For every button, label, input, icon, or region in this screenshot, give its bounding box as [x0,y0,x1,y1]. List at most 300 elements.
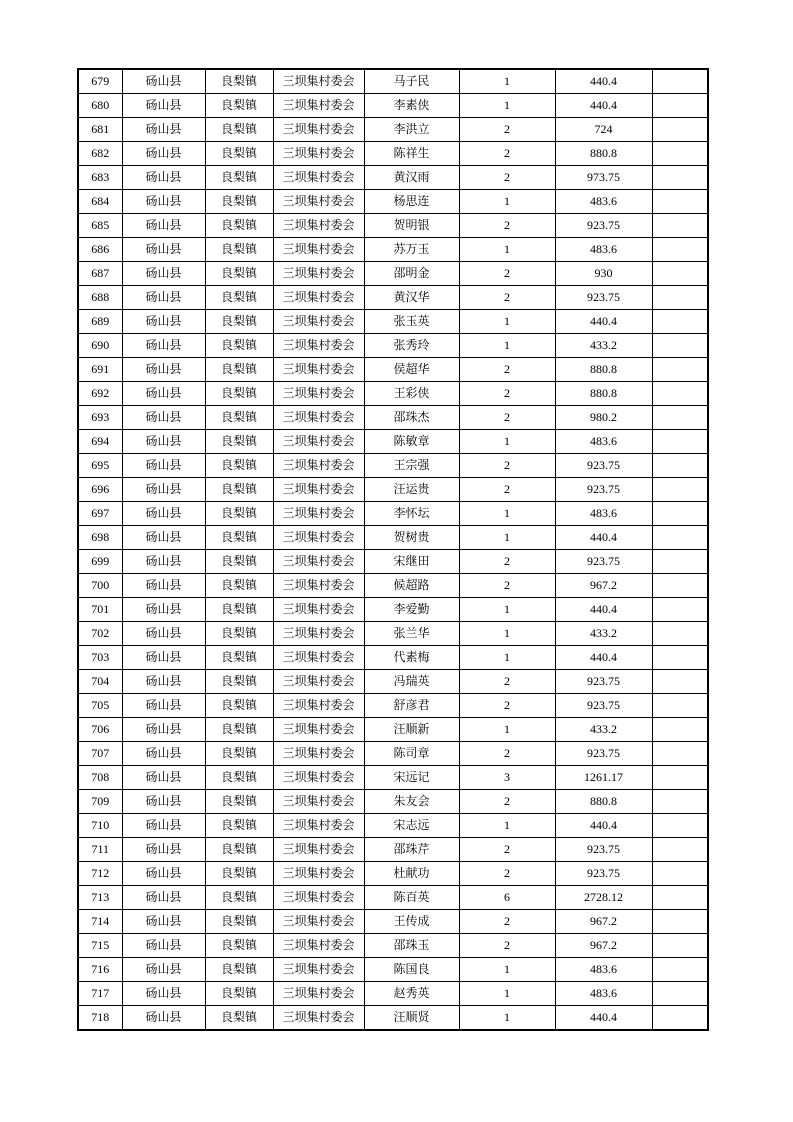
table-row [78,526,708,550]
count-cell: 2 [459,166,555,190]
village-cell: 三坝集村委会 [273,334,364,358]
town-cell: 良梨镇 [205,69,273,94]
amount-cell: 483.6 [555,958,652,982]
village-cell: 三坝集村委会 [273,862,364,886]
note-cell [652,526,708,550]
count-cell: 1 [459,94,555,118]
village-cell: 三坝集村委会 [273,598,364,622]
amount-cell: 724 [555,118,652,142]
count-cell: 1 [459,310,555,334]
count-cell: 2 [459,454,555,478]
seq-cell: 692 [78,382,122,406]
count-cell: 1 [459,238,555,262]
county-cell: 砀山县 [122,286,205,310]
town-cell: 良梨镇 [205,982,273,1006]
town-cell: 良梨镇 [205,742,273,766]
amount-cell: 433.2 [555,334,652,358]
name-cell: 黄汉雨 [364,166,459,190]
note-cell [652,286,708,310]
county-cell: 砀山县 [122,430,205,454]
amount-cell: 923.75 [555,286,652,310]
name-cell: 候超路 [364,574,459,598]
count-cell: 1 [459,69,555,94]
name-cell: 陈百英 [364,886,459,910]
village-cell: 三坝集村委会 [273,550,364,574]
count-cell: 1 [459,190,555,214]
amount-cell: 440.4 [555,69,652,94]
note-cell [652,910,708,934]
table-row [78,910,708,934]
amount-cell: 967.2 [555,934,652,958]
town-cell: 良梨镇 [205,670,273,694]
town-cell: 良梨镇 [205,94,273,118]
amount-cell: 880.8 [555,382,652,406]
county-cell: 砀山县 [122,94,205,118]
amount-cell: 440.4 [555,646,652,670]
amount-cell: 923.75 [555,454,652,478]
name-cell: 苏万玉 [364,238,459,262]
name-cell: 李洪立 [364,118,459,142]
count-cell: 2 [459,790,555,814]
amount-cell: 880.8 [555,358,652,382]
county-cell: 砀山县 [122,310,205,334]
count-cell: 1 [459,526,555,550]
amount-cell: 880.8 [555,790,652,814]
table-row [78,694,708,718]
table-row [78,262,708,286]
note-cell [652,550,708,574]
name-cell: 李怀坛 [364,502,459,526]
name-cell: 王传成 [364,910,459,934]
seq-cell: 683 [78,166,122,190]
village-cell: 三坝集村委会 [273,622,364,646]
village-cell: 三坝集村委会 [273,958,364,982]
note-cell [652,670,708,694]
count-cell: 2 [459,574,555,598]
seq-cell: 712 [78,862,122,886]
village-cell: 三坝集村委会 [273,742,364,766]
name-cell: 贺明银 [364,214,459,238]
table-row [78,958,708,982]
table-row [78,718,708,742]
amount-cell: 967.2 [555,574,652,598]
county-cell: 砀山县 [122,406,205,430]
count-cell: 2 [459,358,555,382]
table-row [78,69,708,94]
county-cell: 砀山县 [122,454,205,478]
seq-cell: 684 [78,190,122,214]
count-cell: 1 [459,598,555,622]
count-cell: 3 [459,766,555,790]
table-row [78,790,708,814]
seq-cell: 713 [78,886,122,910]
name-cell: 马子民 [364,69,459,94]
count-cell: 1 [459,646,555,670]
town-cell: 良梨镇 [205,238,273,262]
village-cell: 三坝集村委会 [273,670,364,694]
town-cell: 良梨镇 [205,286,273,310]
amount-cell: 923.75 [555,742,652,766]
table-row [78,1006,708,1031]
name-cell: 黄汉华 [364,286,459,310]
seq-cell: 715 [78,934,122,958]
county-cell: 砀山县 [122,766,205,790]
seq-cell: 705 [78,694,122,718]
county-cell: 砀山县 [122,142,205,166]
county-cell: 砀山县 [122,934,205,958]
amount-cell: 923.75 [555,694,652,718]
seq-cell: 700 [78,574,122,598]
count-cell: 2 [459,286,555,310]
town-cell: 良梨镇 [205,550,273,574]
seq-cell: 698 [78,526,122,550]
county-cell: 砀山县 [122,478,205,502]
town-cell: 良梨镇 [205,934,273,958]
note-cell [652,406,708,430]
name-cell: 陈祥生 [364,142,459,166]
count-cell: 2 [459,910,555,934]
note-cell [652,238,708,262]
name-cell: 冯瑞英 [364,670,459,694]
county-cell: 砀山县 [122,214,205,238]
seq-cell: 689 [78,310,122,334]
name-cell: 张秀玲 [364,334,459,358]
amount-cell: 923.75 [555,670,652,694]
village-cell: 三坝集村委会 [273,790,364,814]
name-cell: 邵珠杰 [364,406,459,430]
county-cell: 砀山县 [122,598,205,622]
note-cell [652,478,708,502]
table-row [78,454,708,478]
table-row [78,406,708,430]
village-cell: 三坝集村委会 [273,646,364,670]
note-cell [652,814,708,838]
count-cell: 2 [459,478,555,502]
county-cell: 砀山县 [122,358,205,382]
county-cell: 砀山县 [122,862,205,886]
town-cell: 良梨镇 [205,430,273,454]
town-cell: 良梨镇 [205,262,273,286]
name-cell: 朱友会 [364,790,459,814]
note-cell [652,142,708,166]
note-cell [652,934,708,958]
table-row [78,334,708,358]
amount-cell: 1261.17 [555,766,652,790]
seq-cell: 716 [78,958,122,982]
seq-cell: 680 [78,94,122,118]
village-cell: 三坝集村委会 [273,454,364,478]
count-cell: 1 [459,982,555,1006]
count-cell: 2 [459,406,555,430]
amount-cell: 923.75 [555,862,652,886]
count-cell: 2 [459,694,555,718]
village-cell: 三坝集村委会 [273,1006,364,1031]
village-cell: 三坝集村委会 [273,262,364,286]
count-cell: 6 [459,886,555,910]
name-cell: 王彩侠 [364,382,459,406]
seq-cell: 686 [78,238,122,262]
seq-cell: 682 [78,142,122,166]
village-cell: 三坝集村委会 [273,94,364,118]
name-cell: 李素侠 [364,94,459,118]
table-row [78,622,708,646]
name-cell: 张兰华 [364,622,459,646]
seq-cell: 710 [78,814,122,838]
seq-cell: 690 [78,334,122,358]
seq-cell: 699 [78,550,122,574]
name-cell: 李爱勤 [364,598,459,622]
count-cell: 2 [459,142,555,166]
note-cell [652,646,708,670]
table-row [78,190,708,214]
note-cell [652,598,708,622]
seq-cell: 704 [78,670,122,694]
note-cell [652,310,708,334]
note-cell [652,574,708,598]
amount-cell: 2728.12 [555,886,652,910]
count-cell: 2 [459,862,555,886]
county-cell: 砀山县 [122,118,205,142]
village-cell: 三坝集村委会 [273,238,364,262]
seq-cell: 687 [78,262,122,286]
note-cell [652,982,708,1006]
name-cell: 宋远记 [364,766,459,790]
note-cell [652,118,708,142]
note-cell [652,862,708,886]
name-cell: 陈敏章 [364,430,459,454]
count-cell: 2 [459,550,555,574]
village-cell: 三坝集村委会 [273,358,364,382]
note-cell [652,742,708,766]
name-cell: 宋继田 [364,550,459,574]
table-row [78,502,708,526]
village-cell: 三坝集村委会 [273,574,364,598]
count-cell: 2 [459,838,555,862]
county-cell: 砀山县 [122,238,205,262]
count-cell: 2 [459,742,555,766]
count-cell: 2 [459,262,555,286]
town-cell: 良梨镇 [205,1006,273,1031]
table-body [78,69,708,1030]
table-row [78,838,708,862]
village-cell: 三坝集村委会 [273,382,364,406]
seq-cell: 703 [78,646,122,670]
town-cell: 良梨镇 [205,190,273,214]
name-cell: 王宗强 [364,454,459,478]
county-cell: 砀山县 [122,502,205,526]
village-cell: 三坝集村委会 [273,910,364,934]
county-cell: 砀山县 [122,742,205,766]
village-cell: 三坝集村委会 [273,934,364,958]
table-row [78,358,708,382]
county-cell: 砀山县 [122,814,205,838]
count-cell: 1 [459,1006,555,1031]
name-cell: 陈司章 [364,742,459,766]
county-cell: 砀山县 [122,526,205,550]
county-cell: 砀山县 [122,166,205,190]
note-cell [652,790,708,814]
note-cell [652,214,708,238]
amount-cell: 967.2 [555,910,652,934]
seq-cell: 711 [78,838,122,862]
town-cell: 良梨镇 [205,478,273,502]
note-cell [652,190,708,214]
amount-cell: 440.4 [555,814,652,838]
seq-cell: 694 [78,430,122,454]
count-cell: 2 [459,214,555,238]
village-cell: 三坝集村委会 [273,118,364,142]
count-cell: 1 [459,718,555,742]
amount-cell: 483.6 [555,190,652,214]
name-cell: 杨思连 [364,190,459,214]
county-cell: 砀山县 [122,694,205,718]
town-cell: 良梨镇 [205,334,273,358]
note-cell [652,838,708,862]
county-cell: 砀山县 [122,622,205,646]
county-cell: 砀山县 [122,838,205,862]
county-cell: 砀山县 [122,910,205,934]
amount-cell: 440.4 [555,526,652,550]
town-cell: 良梨镇 [205,622,273,646]
amount-cell: 440.4 [555,598,652,622]
seq-cell: 702 [78,622,122,646]
table-row [78,766,708,790]
note-cell [652,454,708,478]
county-cell: 砀山县 [122,958,205,982]
table-row [78,382,708,406]
note-cell [652,262,708,286]
village-cell: 三坝集村委会 [273,766,364,790]
name-cell: 汪运贵 [364,478,459,502]
name-cell: 舒彦君 [364,694,459,718]
table-row [78,310,708,334]
name-cell: 侯超华 [364,358,459,382]
note-cell [652,718,708,742]
note-cell [652,622,708,646]
town-cell: 良梨镇 [205,646,273,670]
table-row [78,166,708,190]
data-table [77,68,709,1031]
village-cell: 三坝集村委会 [273,814,364,838]
county-cell: 砀山县 [122,718,205,742]
note-cell [652,766,708,790]
seq-cell: 679 [78,69,122,94]
amount-cell: 483.6 [555,238,652,262]
county-cell: 砀山县 [122,334,205,358]
village-cell: 三坝集村委会 [273,694,364,718]
name-cell: 陈国良 [364,958,459,982]
town-cell: 良梨镇 [205,406,273,430]
table-row [78,142,708,166]
name-cell: 汪顺新 [364,718,459,742]
name-cell: 杜献功 [364,862,459,886]
note-cell [652,382,708,406]
seq-cell: 701 [78,598,122,622]
town-cell: 良梨镇 [205,718,273,742]
county-cell: 砀山县 [122,646,205,670]
village-cell: 三坝集村委会 [273,286,364,310]
name-cell: 汪顺贤 [364,1006,459,1031]
village-cell: 三坝集村委会 [273,478,364,502]
table-row [78,646,708,670]
note-cell [652,334,708,358]
seq-cell: 708 [78,766,122,790]
table-row [78,886,708,910]
note-cell [652,1006,708,1031]
table-row [78,814,708,838]
table-row [78,286,708,310]
name-cell: 邵珠芹 [364,838,459,862]
village-cell: 三坝集村委会 [273,214,364,238]
town-cell: 良梨镇 [205,886,273,910]
village-cell: 三坝集村委会 [273,430,364,454]
town-cell: 良梨镇 [205,502,273,526]
town-cell: 良梨镇 [205,142,273,166]
seq-cell: 695 [78,454,122,478]
town-cell: 良梨镇 [205,118,273,142]
seq-cell: 706 [78,718,122,742]
note-cell [652,958,708,982]
seq-cell: 685 [78,214,122,238]
village-cell: 三坝集村委会 [273,190,364,214]
town-cell: 良梨镇 [205,694,273,718]
county-cell: 砀山县 [122,982,205,1006]
table-row [78,982,708,1006]
note-cell [652,358,708,382]
seq-cell: 696 [78,478,122,502]
village-cell: 三坝集村委会 [273,406,364,430]
note-cell [652,502,708,526]
amount-cell: 923.75 [555,838,652,862]
name-cell: 赵秀英 [364,982,459,1006]
seq-cell: 714 [78,910,122,934]
amount-cell: 980.2 [555,406,652,430]
amount-cell: 930 [555,262,652,286]
town-cell: 良梨镇 [205,382,273,406]
count-cell: 1 [459,334,555,358]
amount-cell: 880.8 [555,142,652,166]
county-cell: 砀山县 [122,670,205,694]
town-cell: 良梨镇 [205,910,273,934]
town-cell: 良梨镇 [205,358,273,382]
table-row [78,670,708,694]
amount-cell: 973.75 [555,166,652,190]
amount-cell: 433.2 [555,622,652,646]
note-cell [652,166,708,190]
count-cell: 2 [459,118,555,142]
amount-cell: 433.2 [555,718,652,742]
note-cell [652,886,708,910]
seq-cell: 693 [78,406,122,430]
town-cell: 良梨镇 [205,598,273,622]
town-cell: 良梨镇 [205,310,273,334]
name-cell: 张玉英 [364,310,459,334]
village-cell: 三坝集村委会 [273,142,364,166]
county-cell: 砀山县 [122,69,205,94]
table-row [78,862,708,886]
town-cell: 良梨镇 [205,526,273,550]
seq-cell: 691 [78,358,122,382]
village-cell: 三坝集村委会 [273,718,364,742]
note-cell [652,430,708,454]
village-cell: 三坝集村委会 [273,69,364,94]
count-cell: 1 [459,814,555,838]
seq-cell: 709 [78,790,122,814]
count-cell: 1 [459,958,555,982]
table-row [78,574,708,598]
name-cell: 邵明金 [364,262,459,286]
count-cell: 2 [459,670,555,694]
